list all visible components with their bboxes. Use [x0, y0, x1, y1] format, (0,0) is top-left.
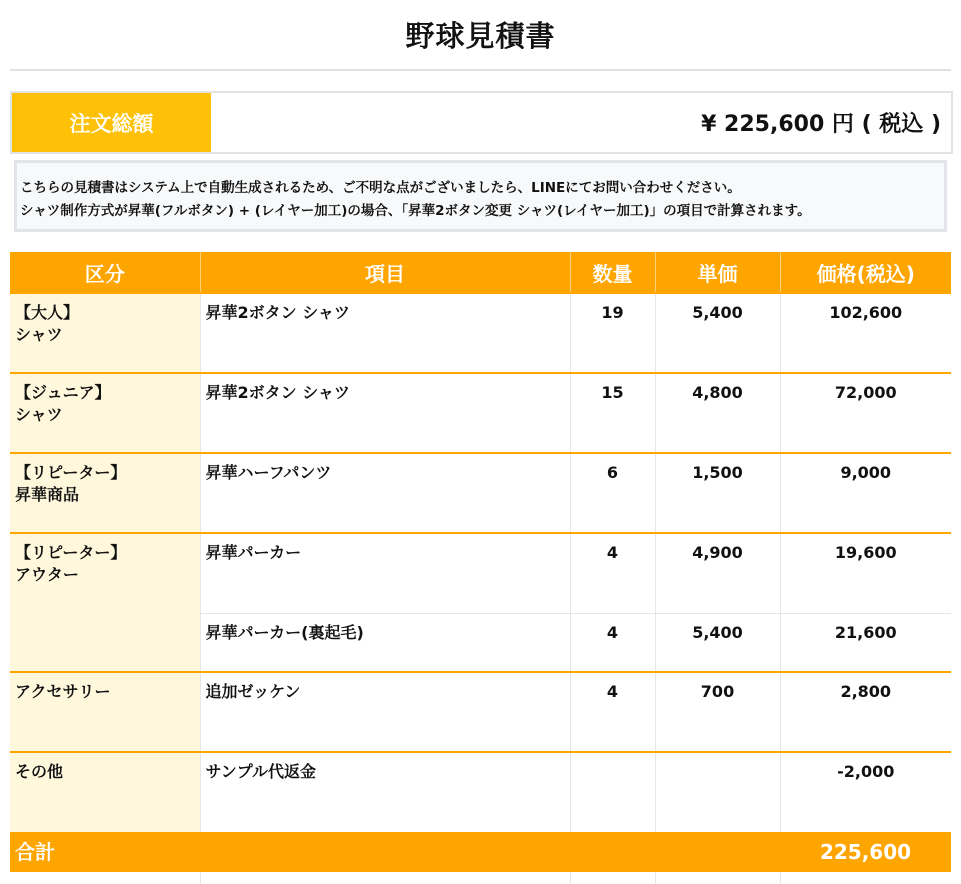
- notice-line-2: シャツ制作方式が昇華(フルボタン) + (レイヤー加工)の場合、「昇華2ボタン変更 シャツ(レイヤー加工)」の項目で計算されます。: [20, 203, 811, 219]
- item-cell: 昇華ハーフパンツ: [200, 453, 570, 533]
- category-cell: [10, 373, 200, 453]
- unit-price-cell: 5,400: [655, 613, 780, 672]
- price-cell: 9,000: [780, 453, 951, 533]
- price-cell: 72,000: [780, 373, 951, 453]
- order-total-box: [10, 91, 953, 154]
- table-row: [10, 752, 951, 832]
- quantity-cell: 4: [570, 613, 655, 672]
- quantity-cell: 15: [570, 373, 655, 453]
- total-label: 合計: [10, 832, 780, 872]
- category-cell: [10, 613, 200, 672]
- total-value: 225,600: [780, 832, 951, 872]
- item-cell: サンプル代返金: [200, 752, 570, 832]
- table-row: [10, 672, 951, 752]
- item-cell: 昇華2ボタン シャツ: [200, 373, 570, 453]
- price-cell: 102,600: [780, 293, 951, 373]
- unit-price-cell: 5,400: [655, 293, 780, 373]
- price-cell: 21,600: [780, 613, 951, 672]
- table-row: [10, 613, 951, 672]
- category-sublabel: 昇華商品: [15, 485, 80, 504]
- category-label: 【リピーター】: [15, 543, 127, 562]
- header-quantity: 数量: [570, 252, 655, 293]
- price-cell: 19,600: [780, 533, 951, 613]
- unit-price-cell: 1,500: [655, 453, 780, 533]
- page-title: 野球見積書: [405, 19, 556, 53]
- price-cell: -2,000: [780, 752, 951, 832]
- unit-price-cell: [655, 752, 780, 832]
- header-price: 価格(税込): [780, 252, 951, 293]
- category-cell: [10, 672, 200, 752]
- category-label: 【ジュニア】: [15, 383, 111, 402]
- category-cell: [10, 533, 200, 613]
- notice-box: [14, 160, 947, 232]
- total-row: [10, 832, 951, 872]
- category-cell: [10, 453, 200, 533]
- table-row: [10, 533, 951, 613]
- unit-price-cell: 4,800: [655, 373, 780, 453]
- quantity-cell: 4: [570, 533, 655, 613]
- quantity-cell: 6: [570, 453, 655, 533]
- unit-price-cell: 4,900: [655, 533, 780, 613]
- header-category: 区分: [10, 252, 200, 293]
- category-label: アクセサリー: [15, 682, 111, 701]
- table-footer-row: [10, 872, 951, 884]
- quote-table: [10, 252, 951, 884]
- category-cell: [10, 752, 200, 832]
- price-cell: 2,800: [780, 672, 951, 752]
- header-item: 項目: [200, 252, 570, 293]
- quantity-cell: 19: [570, 293, 655, 373]
- header-unit-price: 単価: [655, 252, 780, 293]
- unit-price-cell: 700: [655, 672, 780, 752]
- category-label: 【リピーター】: [15, 463, 127, 482]
- item-cell: 昇華パーカー(裏起毛): [200, 613, 570, 672]
- order-total-label: 注文総額: [12, 93, 211, 152]
- item-cell: 昇華パーカー: [200, 533, 570, 613]
- table-row: [10, 293, 951, 373]
- title-divider: [10, 69, 951, 71]
- category-sublabel: シャツ: [15, 405, 63, 424]
- table-row: [10, 373, 951, 453]
- category-sublabel: アウター: [15, 565, 79, 584]
- table-header-row: [10, 252, 951, 293]
- notice-line-1: こちらの見積書はシステム上で自動生成されるため、ご不明な点がございましたら、LINEにてお問い合わせください。: [20, 180, 741, 196]
- category-cell: [10, 293, 200, 373]
- quantity-cell: [570, 752, 655, 832]
- category-sublabel: シャツ: [15, 325, 63, 344]
- quantity-cell: 4: [570, 672, 655, 752]
- category-label: 【大人】: [15, 303, 80, 322]
- order-total-value: ¥ 225,600 円 ( 税込 ): [701, 112, 941, 137]
- item-cell: 昇華2ボタン シャツ: [200, 293, 570, 373]
- table-row: [10, 453, 951, 533]
- category-label: その他: [15, 762, 64, 781]
- item-cell: 追加ゼッケン: [200, 672, 570, 752]
